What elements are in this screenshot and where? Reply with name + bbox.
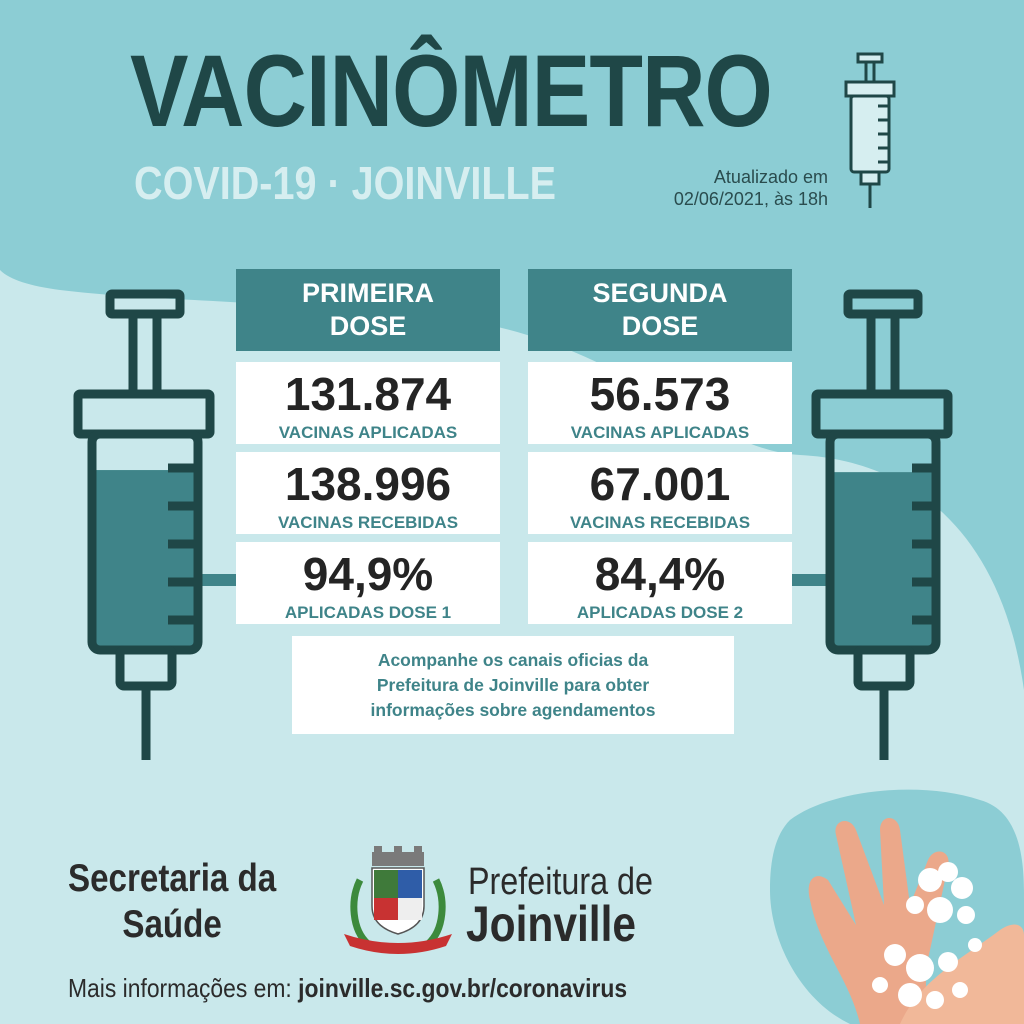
prefeitura-line1: Prefeitura de: [468, 861, 653, 903]
more-info: [68, 973, 627, 1003]
connector-left: [200, 574, 240, 586]
first-dose-applied-label: VACINAS APLICADAS: [278, 423, 458, 442]
first-dose-heading-line2: DOSE: [329, 311, 407, 341]
first-dose-percent-label: APLICADAS DOSE 1: [284, 603, 452, 622]
second-dose-applied-value: 56.573: [589, 368, 731, 420]
first-dose-applied-value: 131.874: [284, 368, 452, 420]
second-dose-percent-card: [528, 542, 792, 624]
more-info-label: Mais informações em:: [68, 973, 292, 1003]
prefeitura-line2: Joinville: [466, 896, 637, 952]
connector-right: [790, 574, 830, 586]
notice-line1: Acompanhe os canais oficias da: [377, 649, 649, 670]
page-title: VACINÔMETRO: [130, 34, 772, 148]
updated-timestamp: [600, 166, 828, 210]
first-dose-received-label: VACINAS RECEBIDAS: [277, 513, 459, 532]
second-dose-received-label: VACINAS RECEBIDAS: [569, 513, 751, 532]
second-dose-received-value: 67.001: [589, 458, 731, 510]
notice-line3: informações sobre agendamentos: [370, 699, 656, 720]
updated-label: Atualizado em: [713, 167, 828, 187]
second-dose-received-card: [528, 452, 792, 534]
notice-line2: Prefeitura de Joinville para obter: [376, 674, 650, 695]
second-dose-heading-line2: DOSE: [621, 311, 699, 341]
second-dose-applied-card: [528, 362, 792, 444]
secretaria-line1: Secretaria da: [68, 857, 277, 900]
first-dose-percent-card: [236, 542, 500, 624]
first-dose-received-value: 138.996: [284, 458, 452, 510]
secretaria-line2: Saúde: [122, 903, 222, 946]
scheduling-notice: [292, 636, 734, 734]
second-dose-percent-label: APLICADAS DOSE 2: [576, 603, 744, 622]
second-dose-heading: [528, 269, 792, 351]
page-subtitle: COVID-19 · JOINVILLE: [134, 157, 557, 209]
second-dose-heading-line1: SEGUNDA: [592, 278, 728, 308]
secretaria-logo-text: [68, 856, 276, 948]
first-dose-received-card: [236, 452, 500, 534]
second-dose-percent-value: 84,4%: [594, 548, 726, 600]
first-dose-heading-line1: PRIMEIRA: [301, 278, 434, 308]
first-dose-applied-card: [236, 362, 500, 444]
first-dose-heading: [236, 269, 500, 351]
updated-date: 02/06/2021, às 18h: [673, 189, 828, 209]
first-dose-percent-value: 94,9%: [302, 548, 434, 600]
second-dose-applied-label: VACINAS APLICADAS: [570, 423, 750, 442]
more-info-link[interactable]: joinville.sc.gov.br/coronavirus: [298, 973, 628, 1003]
